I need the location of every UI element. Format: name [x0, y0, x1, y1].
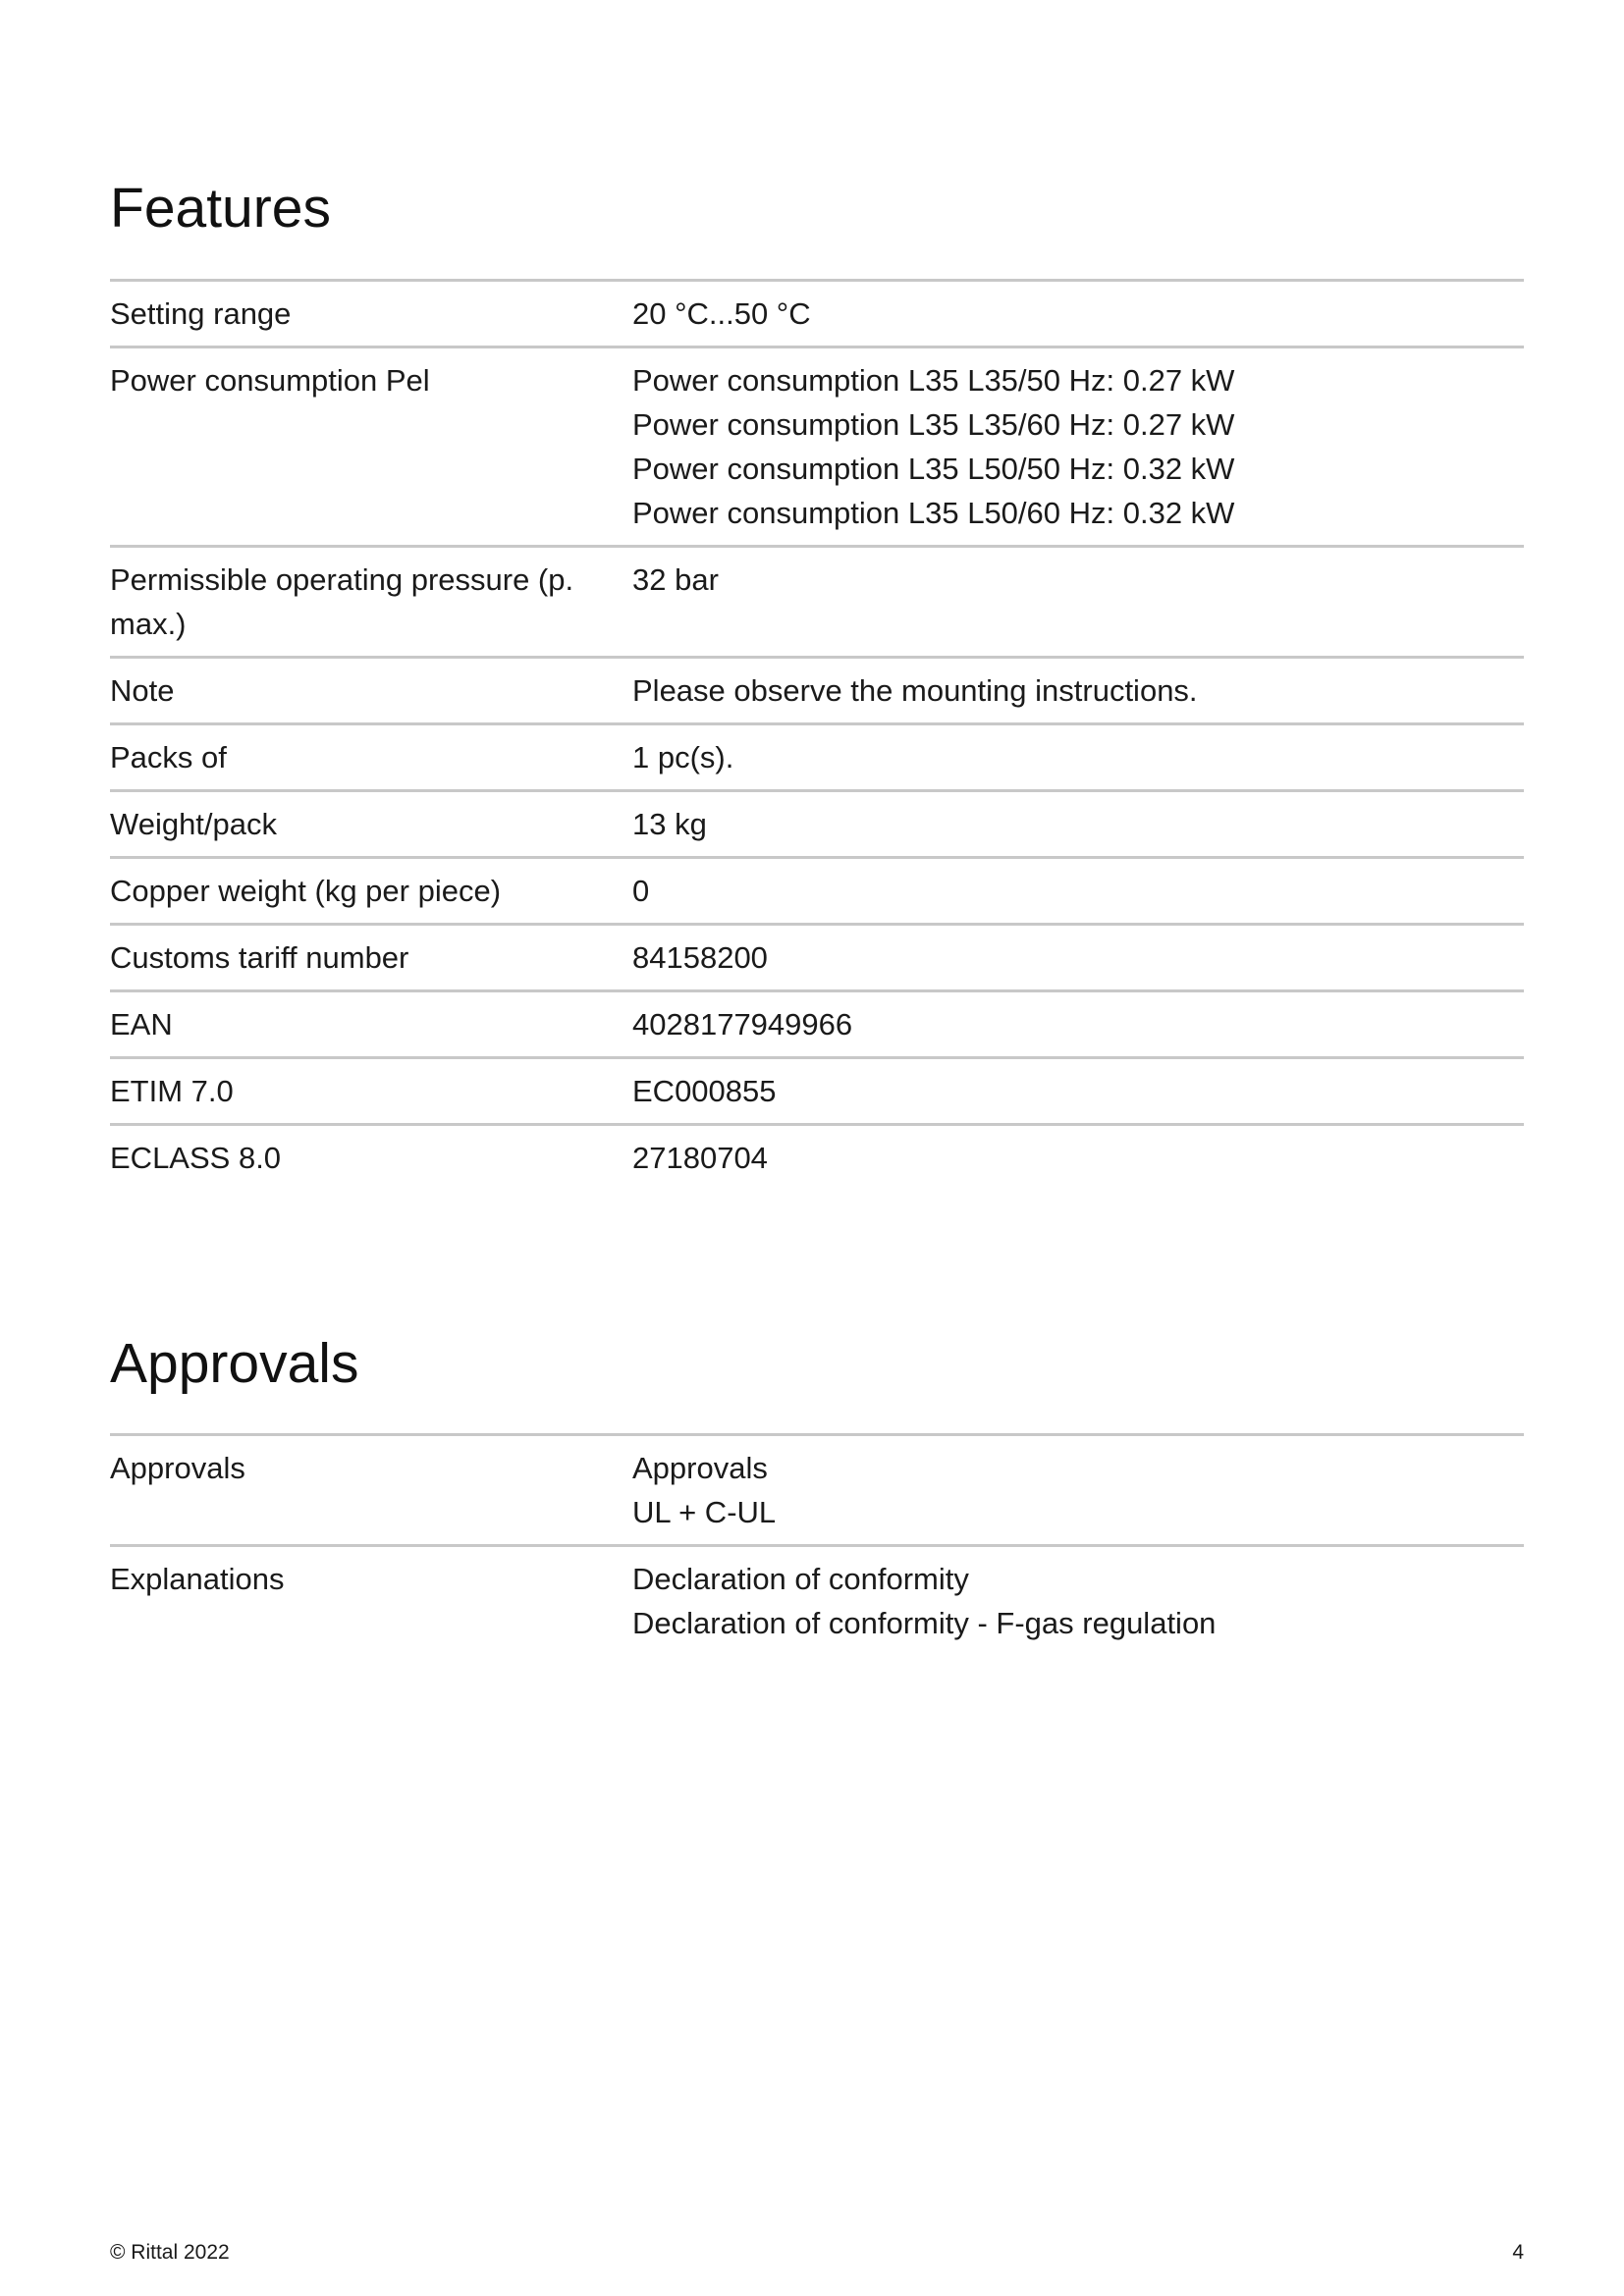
spec-label: Customs tariff number: [110, 939, 409, 975]
features-table-body: [110, 280, 1524, 1190]
spec-value-line: EC000855: [632, 1073, 777, 1108]
spec-value-line: 27180704: [632, 1140, 768, 1175]
spec-value: [632, 1057, 1524, 1124]
spec-row: [110, 280, 1524, 347]
spec-label: Permissible operating pressure (p. max.): [110, 561, 574, 641]
spec-label: Note: [110, 672, 175, 708]
spec-value: [632, 1546, 1524, 1656]
spec-value-line: Please observe the mounting instructions.: [632, 672, 1198, 708]
spec-row: [110, 924, 1524, 990]
spec-value: [632, 280, 1524, 347]
spec-value-line: Declaration of conformity: [632, 1562, 969, 1597]
features-table: [110, 279, 1524, 1190]
spec-value-line: 20 °C...50 °C: [632, 295, 811, 331]
spec-value: [632, 347, 1524, 546]
spec-row: [110, 723, 1524, 790]
spec-value: [632, 790, 1524, 857]
spec-label: Weight/pack: [110, 806, 278, 841]
spec-value: [632, 924, 1524, 990]
page-number: 4: [1512, 2241, 1524, 2264]
spec-value-line: 1 pc(s).: [632, 739, 734, 774]
approvals-section: [110, 1332, 1524, 1656]
spec-value-line: Approvals: [632, 1451, 768, 1486]
spec-value-line: UL + C-UL: [632, 1495, 777, 1530]
spec-label: ETIM 7.0: [110, 1073, 234, 1108]
spec-label: Setting range: [110, 295, 292, 331]
spec-value-line: 0: [632, 873, 650, 908]
spec-row: [110, 1057, 1524, 1124]
spec-value: [632, 657, 1524, 723]
spec-value-line: Declaration of conformity - F-gas regulation: [632, 1606, 1217, 1641]
spec-value: [632, 857, 1524, 924]
spec-value-line: 84158200: [632, 939, 768, 975]
spec-row: [110, 1546, 1524, 1656]
features-section: [110, 177, 1524, 1190]
spec-value-line: Power consumption L35 L50/50 Hz: 0.32 kW: [632, 451, 1235, 486]
features-heading: Features: [110, 177, 331, 240]
spec-row: [110, 857, 1524, 924]
approvals-table: [110, 1433, 1524, 1655]
spec-label: Packs of: [110, 739, 227, 774]
spec-value-line: Power consumption L35 L50/60 Hz: 0.32 kW: [632, 495, 1235, 530]
spec-row: [110, 546, 1524, 657]
approvals-heading: Approvals: [110, 1331, 359, 1395]
spec-value-line: Power consumption L35 L35/50 Hz: 0.27 kW: [632, 362, 1235, 398]
spec-row: [110, 790, 1524, 857]
spec-row: [110, 990, 1524, 1057]
spec-label: Approvals: [110, 1451, 245, 1486]
spec-value: [632, 990, 1524, 1057]
spec-label: Power consumption Pel: [110, 362, 430, 398]
spec-row: [110, 1124, 1524, 1190]
spec-row: [110, 347, 1524, 546]
spec-value-line: Power consumption L35 L35/60 Hz: 0.27 kW: [632, 406, 1235, 442]
approvals-table-body: [110, 1435, 1524, 1656]
spec-value-line: 4028177949966: [632, 1006, 853, 1041]
spec-value: [632, 1435, 1524, 1546]
spec-row: [110, 1435, 1524, 1546]
spec-row: [110, 657, 1524, 723]
spec-value: [632, 723, 1524, 790]
spec-value: [632, 546, 1524, 657]
spec-label: Copper weight (kg per piece): [110, 873, 502, 908]
copyright-text: © Rittal 2022: [110, 2241, 230, 2264]
page-content: [110, 177, 1524, 1655]
spec-label: ECLASS 8.0: [110, 1140, 282, 1175]
spec-label: EAN: [110, 1006, 173, 1041]
spec-value: [632, 1124, 1524, 1190]
spec-value-line: 32 bar: [632, 561, 719, 597]
spec-label: Explanations: [110, 1562, 285, 1597]
spec-value-line: 13 kg: [632, 806, 707, 841]
